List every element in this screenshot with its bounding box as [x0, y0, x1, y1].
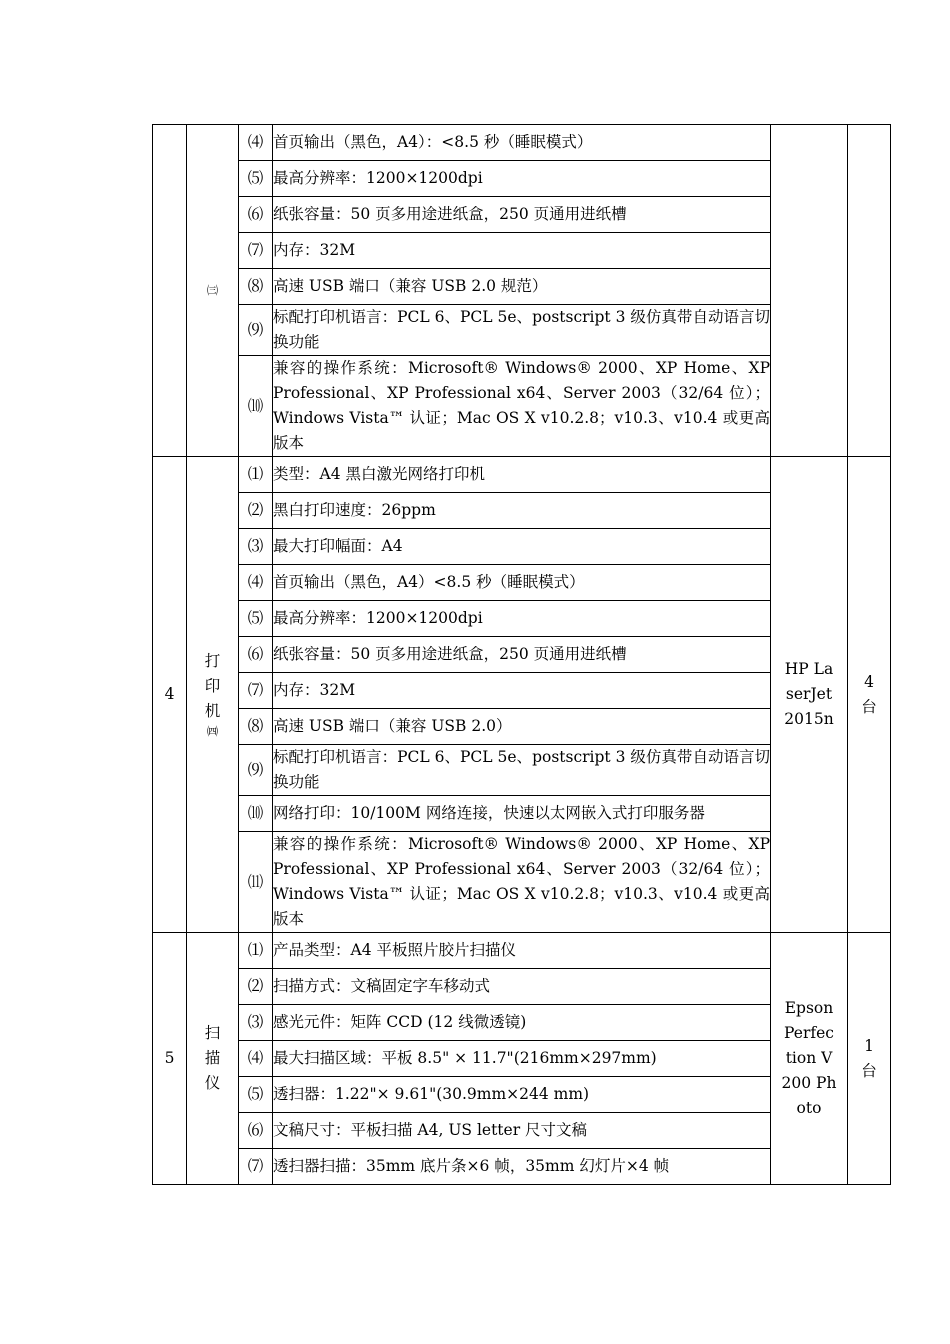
model-cell [771, 125, 848, 457]
spec-description: 纸张容量：50 页多用途进纸盒，250 页通用进纸槽 [273, 637, 771, 673]
spec-index: ⑴ [239, 457, 273, 493]
spec-description: 最高分辨率：1200×1200dpi [273, 601, 771, 637]
spec-index: ⑸ [239, 161, 273, 197]
item-number: 4 [153, 457, 187, 933]
item-name-cell [187, 933, 239, 1185]
item-number [153, 125, 187, 457]
spec-index: ⑹ [239, 1113, 273, 1149]
quantity-cell [848, 933, 891, 1185]
spec-index: ⑸ [239, 1077, 273, 1113]
spec-description: 兼容的操作系统：Microsoft® Windows® 2000、XP Home、XP Professional、XP Professional x64、Server 2003（32/64 位）；Windows Vista™ 认证；Mac OS X v10.2.8；v10.3、v10.4 或更高版本 [273, 356, 771, 457]
spec-description: 高速 USB 端口（兼容 USB 2.0 规范） [273, 269, 771, 305]
spec-index: ⑹ [239, 197, 273, 233]
spec-index: ⑾ [239, 832, 273, 933]
spec-index: ⑺ [239, 233, 273, 269]
quantity-cell [848, 125, 891, 457]
spec-index: ⑴ [239, 933, 273, 969]
model-cell [771, 457, 848, 933]
table-row [153, 933, 891, 969]
spec-index: ⑺ [239, 1149, 273, 1185]
spec-index: ⑽ [239, 796, 273, 832]
spec-description: 标配打印机语言：PCL 6、PCL 5e、postscript 3 级仿真带自动语言切换功能 [273, 745, 771, 796]
spec-index: ⑹ [239, 637, 273, 673]
spec-index: ⑷ [239, 565, 273, 601]
table-row [153, 125, 891, 161]
item-sub-index: ㈢ [207, 283, 218, 297]
spec-description: 扫描方式：文稿固定字车移动式 [273, 969, 771, 1005]
table-row [153, 457, 891, 493]
spec-index: ⑵ [239, 969, 273, 1005]
spec-description: 首页输出（黑色，A4）：<8.5 秒（睡眠模式） [273, 125, 771, 161]
item-name: 打印机 [204, 652, 221, 720]
spec-index: ⑶ [239, 1005, 273, 1041]
model-name: Epson Perfection V200 Photo [781, 999, 837, 1117]
spec-description: 产品类型：A4 平板照片胶片扫描仪 [273, 933, 771, 969]
spec-description: 透扫器：1.22"× 9.61"(30.9mm×244 mm) [273, 1077, 771, 1113]
spec-index: ⑷ [239, 1041, 273, 1077]
spec-description: 文稿尺寸：平板扫描 A4, US letter 尺寸文稿 [273, 1113, 771, 1149]
spec-index: ⑶ [239, 529, 273, 565]
quantity: 4 台 [861, 672, 877, 716]
spec-description: 最大打印幅面：A4 [273, 529, 771, 565]
spec-index: ⑼ [239, 305, 273, 356]
equipment-spec-table [152, 124, 891, 1185]
model-name: HP LaserJet 2015n [784, 660, 834, 728]
spec-description: 透扫器扫描：35mm 底片条×6 帧，35mm 幻灯片×4 帧 [273, 1149, 771, 1185]
item-name-cell [187, 457, 239, 933]
spec-table-body [153, 125, 891, 1185]
spec-index: ⑵ [239, 493, 273, 529]
spec-index: ⑺ [239, 673, 273, 709]
spec-description: 标配打印机语言：PCL 6、PCL 5e、postscript 3 级仿真带自动语言切换功能 [273, 305, 771, 356]
spec-description: 最高分辨率：1200×1200dpi [273, 161, 771, 197]
item-name-cell [187, 125, 239, 457]
spec-index: ⑼ [239, 745, 273, 796]
quantity-cell [848, 457, 891, 933]
spec-index: ⑻ [239, 269, 273, 305]
spec-description: 黑白打印速度：26ppm [273, 493, 771, 529]
item-number: 5 [153, 933, 187, 1185]
spec-description: 高速 USB 端口（兼容 USB 2.0） [273, 709, 771, 745]
quantity: 1 台 [861, 1036, 877, 1080]
spec-description: 内存：32M [273, 233, 771, 269]
spec-description: 兼容的操作系统：Microsoft® Windows® 2000、XP Home、XP Professional、XP Professional x64、Server 2003（32/64 位）；Windows Vista™ 认证；Mac OS X v10.2.8；v10.3、v10.4 或更高版本 [273, 832, 771, 933]
spec-description: 纸张容量：50 页多用途进纸盒，250 页通用进纸槽 [273, 197, 771, 233]
item-sub-index: ㈣ [207, 725, 218, 738]
spec-description: 类型：A4 黑白激光网络打印机 [273, 457, 771, 493]
spec-description: 最大扫描区域：平板 8.5" × 11.7"(216mm×297mm) [273, 1041, 771, 1077]
spec-description: 内存：32M [273, 673, 771, 709]
spec-index: ⑽ [239, 356, 273, 457]
spec-description: 感光元件：矩阵 CCD (12 线微透镜) [273, 1005, 771, 1041]
spec-index: ⑸ [239, 601, 273, 637]
item-name: 扫描仪 [204, 1024, 221, 1092]
spec-description: 首页输出（黑色，A4）<8.5 秒（睡眠模式） [273, 565, 771, 601]
spec-index: ⑷ [239, 125, 273, 161]
spec-index: ⑻ [239, 709, 273, 745]
spec-description: 网络打印：10/100M 网络连接，快速以太网嵌入式打印服务器 [273, 796, 771, 832]
model-cell [771, 933, 848, 1185]
